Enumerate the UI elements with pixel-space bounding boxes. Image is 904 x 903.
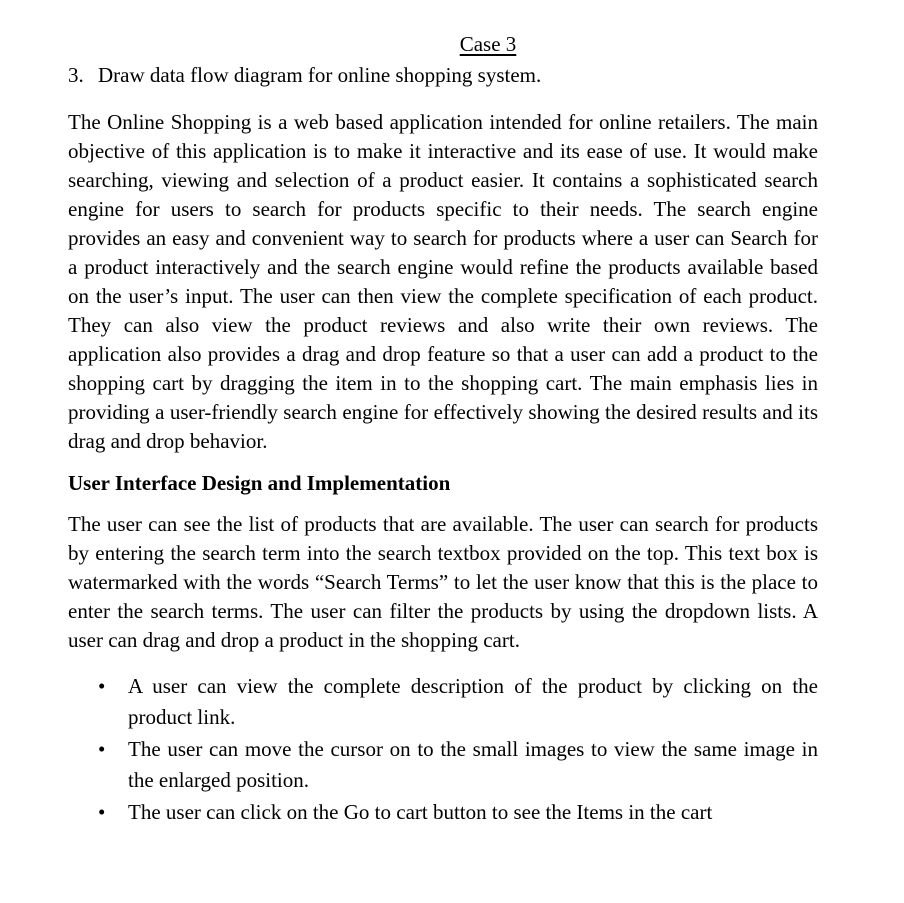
bullet-item	[68, 797, 818, 828]
bullet-text: The user can move the cursor on to the small images to view the same image in the enlarged position.	[128, 737, 818, 792]
case-title: Case 3	[459, 32, 517, 56]
question-text: Draw data flow diagram for online shopping system.	[98, 63, 542, 87]
bullet-item	[68, 671, 818, 733]
bullet-text: The user can click on the Go to cart button to see the Items in the cart	[128, 800, 713, 824]
section-heading: User Interface Design and Implementation	[68, 471, 451, 495]
intro-paragraph: The Online Shopping is a web based application intended for online retailers. The main objective of this application is to make it interactive and its ease of use. It would make searching, viewing and selection of a product easier. It contains a sophisticated search engine for users to search for products specific to their needs. The search engine provides an easy and convenient way to search for products where a user can Search for a product interactively and the search engine would refine the products available based on the user’s input. The user can then view the complete specification of each product. They can also view the product reviews and also write their own reviews. The application also provides a drag and drop feature so that a user can add a product to the shopping cart by dragging the item in to the shopping cart. The main emphasis lies in providing a user-friendly search engine for effectively showing the desired results and its drag and drop behavior.	[68, 110, 818, 453]
document-page	[68, 30, 818, 828]
bullet-text: A user can view the complete description of the product by clicking on the product link.	[128, 674, 818, 729]
bullet-list	[68, 671, 818, 828]
ui-paragraph: The user can see the list of products that are available. The user can search for products by entering the search term into the search textbox provided on the top. This text box is watermarked with the words “Search Terms” to let the user know that this is the place to enter the search terms. The user can filter the products by using the dropdown lists. A user can drag and drop a product in the shopping cart.	[68, 512, 818, 652]
question-line	[68, 61, 818, 90]
bullet-dot: •	[98, 800, 106, 824]
bullet-dot: •	[98, 674, 106, 698]
bullet-item	[68, 734, 818, 796]
bullet-dot: •	[98, 737, 106, 761]
question-number: 3.	[68, 63, 84, 87]
